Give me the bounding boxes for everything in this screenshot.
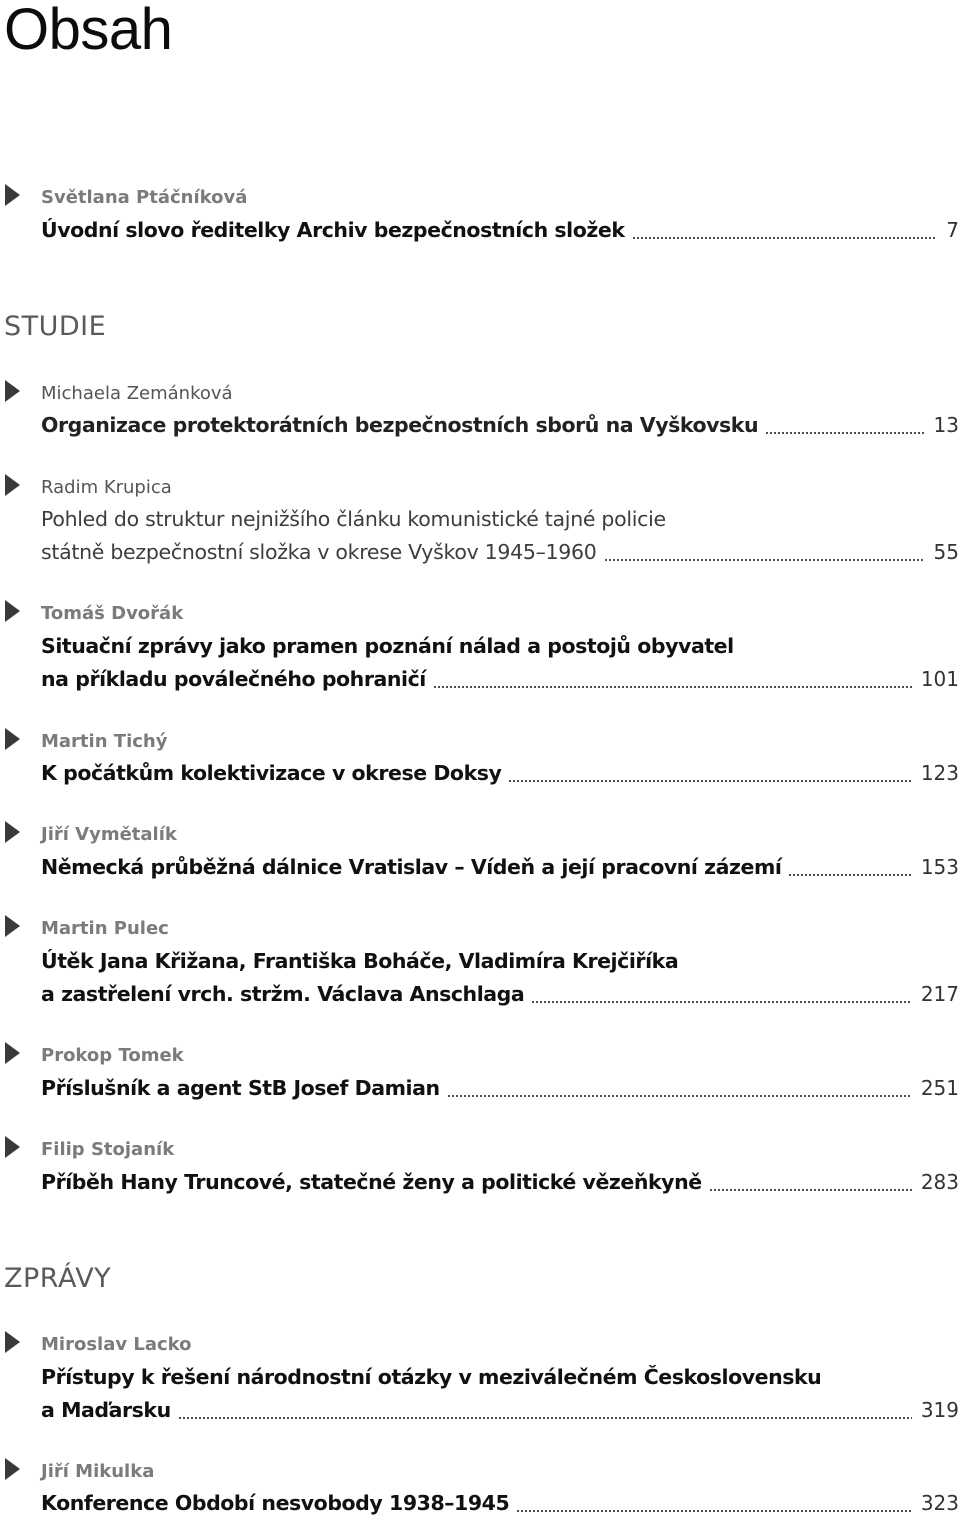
dot-leader [531,1000,912,1004]
entry-title: Útěk Jana Křižana, Františka Boháče, Vladimíra Krejčiříka [41,949,679,973]
entry-title: K počátkům kolektivizace v okrese Doksy [41,761,502,785]
triangle-bullet-icon [5,915,20,937]
triangle-bullet-icon [5,1331,20,1353]
triangle-bullet-icon [5,1042,20,1064]
triangle-bullet-icon [5,821,20,843]
triangle-bullet-icon [5,380,20,402]
entry-page-number: 319 [920,1398,959,1422]
entry-page-number: 251 [920,1076,959,1100]
entry-title-line[interactable] [41,1365,959,1393]
entry-page-number: 7 [946,218,959,242]
entry-title-line[interactable] [41,667,959,695]
entry-page-number: 283 [920,1170,959,1194]
entry-page-number: 55 [933,540,959,564]
entry-author: Michaela Zemánková [41,383,233,404]
dot-leader [788,873,911,877]
entry-author: Světlana Ptáčníková [41,187,248,208]
dot-leader [516,1509,911,1513]
entry-title: Situační zprávy jako pramen poznání nálad a postojů obyvatel [41,634,734,658]
entry-title-line[interactable] [41,540,959,568]
section-heading-zpravy: ZPRÁVY [4,1263,112,1294]
entry-author: Jiří Mikulka [41,1461,155,1482]
dot-leader [433,685,912,689]
entry-title-line[interactable] [41,413,959,441]
dot-leader [632,236,938,240]
entry-title-line[interactable] [41,1170,959,1198]
triangle-bullet-icon [5,474,20,496]
entry-title-line[interactable] [41,949,959,977]
entry-title: Příběh Hany Truncové, statečné ženy a politické vězeňkyně [41,1170,702,1194]
entry-author: Martin Pulec [41,918,169,939]
entry-title: Pohled do struktur nejnižšího článku komunistické tajné policie [41,507,666,531]
entry-title-continued: na příkladu poválečného pohraničí [41,667,426,691]
triangle-bullet-icon [5,184,20,206]
entry-title: Příslušník a agent StB Josef Damian [41,1076,440,1100]
entry-title-line[interactable] [41,855,959,883]
entry-title: Konference Období nesvobody 1938–1945 [41,1491,510,1515]
entry-title: Německá průběžná dálnice Vratislav – Vídeň a její pracovní zázemí [41,855,782,879]
entry-title: Úvodní slovo ředitelky Archiv bezpečnostních složek [41,218,625,242]
entry-title-line[interactable] [41,218,959,246]
entry-title-line[interactable] [41,1398,959,1426]
dot-leader [178,1416,912,1420]
triangle-bullet-icon [5,728,20,750]
entry-title-line[interactable] [41,1491,959,1519]
entry-title-continued: státně bezpečnostní složka v okrese Vyškov 1945–1960 [41,540,597,564]
dot-leader [709,1188,912,1192]
entry-title-line[interactable] [41,507,959,535]
entry-page-number: 13 [933,413,959,437]
entry-author: Miroslav Lacko [41,1334,192,1355]
triangle-bullet-icon [5,1136,20,1158]
entry-title: Organizace protektorátních bezpečnostních sborů na Vyškovsku [41,413,759,437]
entry-title-line[interactable] [41,1076,959,1104]
page-title: Obsah [4,0,173,62]
entry-author: Martin Tichý [41,731,168,752]
entry-title-line[interactable] [41,634,959,662]
entry-page-number: 123 [920,761,959,785]
dot-leader [604,558,925,562]
entry-page-number: 153 [920,855,959,879]
triangle-bullet-icon [5,1458,20,1480]
entry-author: Filip Stojaník [41,1139,175,1160]
section-heading-studie: STUDIE [4,311,107,342]
entry-title-line[interactable] [41,982,959,1010]
entry-author: Radim Krupica [41,477,172,498]
dot-leader [447,1094,912,1098]
entry-page-number: 217 [920,982,959,1006]
entry-title-continued: a Maďarsku [41,1398,171,1422]
entry-title: Přístupy k řešení národnostní otázky v meziválečném Československu [41,1365,822,1389]
entry-page-number: 101 [920,667,959,691]
entry-title-continued: a zastřelení vrch. stržm. Václava Anschlaga [41,982,525,1006]
dot-leader [508,779,911,783]
triangle-bullet-icon [5,600,20,622]
entry-page-number: 323 [920,1491,959,1515]
entry-author: Jiří Vymětalík [41,824,177,845]
entry-title-line[interactable] [41,761,959,789]
entry-author: Prokop Tomek [41,1045,184,1066]
dot-leader [765,431,924,435]
entry-author: Tomáš Dvořák [41,603,184,624]
